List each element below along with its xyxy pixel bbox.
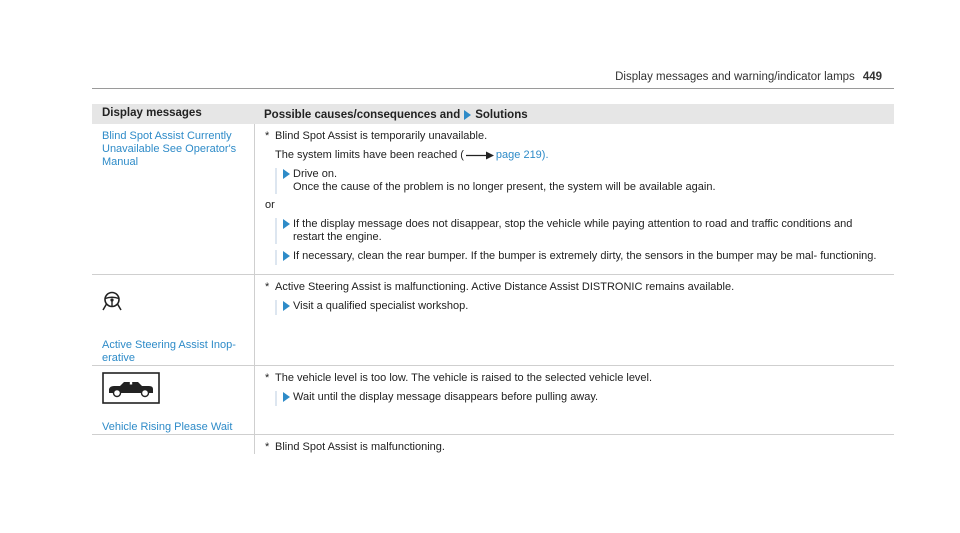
vehicle-level-icon <box>102 372 160 404</box>
running-header <box>615 71 882 85</box>
solution-arrow-icon <box>283 219 290 229</box>
solution-arrow-icon <box>283 251 290 261</box>
cause-cell <box>255 124 894 274</box>
cause <box>265 130 884 143</box>
asterisk: * <box>265 441 270 453</box>
table-row <box>92 435 894 454</box>
step-text: Wait until the display message disappears before pulling away. <box>293 391 599 403</box>
cause-text: Blind Spot Assist is temporarily unavailable. <box>275 130 488 142</box>
page-reference-link[interactable]: page 219). <box>495 149 549 161</box>
table-row <box>92 275 894 366</box>
cause <box>265 281 884 294</box>
header-rule <box>92 88 894 89</box>
message-cell <box>92 124 255 274</box>
table-row <box>92 124 894 275</box>
step-note: Once the cause of the problem is no longer present, the system will be available again. <box>293 181 716 193</box>
cause-text: Active Steering Assist is malfunctioning. Active Distance Assist DISTRONIC remains available. <box>275 281 735 293</box>
message-cell <box>92 435 255 454</box>
solution-arrow-icon <box>283 301 290 311</box>
message-cell <box>92 275 255 365</box>
solution-step <box>275 391 884 406</box>
cause-text: The vehicle level is too low. The vehicle is raised to the selected vehicle level. <box>275 372 653 384</box>
display-message: Active Steering Assist Inop- erative <box>102 339 236 365</box>
solution-step <box>275 250 884 265</box>
detail-text-before: The system limits have been reached ( <box>275 149 464 161</box>
page-number: 449 <box>862 71 882 83</box>
messages-table <box>92 104 894 454</box>
solution-step <box>275 300 884 315</box>
or-text: or <box>265 199 275 211</box>
page-reference-arrow-icon <box>466 151 494 160</box>
detail-text <box>265 149 884 162</box>
solution-step <box>275 168 884 194</box>
cause <box>265 372 884 385</box>
solution-arrow-icon <box>283 169 290 179</box>
solution-arrow-icon <box>464 110 471 120</box>
col-header-causes <box>255 104 894 124</box>
steering-assist-icon <box>102 291 122 311</box>
cause-cell <box>255 435 894 454</box>
col-header-display-messages: Display messages <box>102 107 202 119</box>
cause-text: Blind Spot Assist is malfunctioning. <box>275 441 445 453</box>
asterisk: * <box>265 281 270 293</box>
step-text: If necessary, clean the rear bumper. If the bumper is extremely dirty, the sensors in the bumper may be mal- functioning. <box>293 250 877 262</box>
step-text: If the display message does not disappear, stop the vehicle while paying attention to road and traffic conditions and restart the engine. <box>293 218 853 243</box>
asterisk: * <box>265 130 270 142</box>
solution-step <box>275 218 884 244</box>
table-row <box>92 366 894 435</box>
cause-cell <box>255 275 894 365</box>
asterisk: * <box>265 372 270 384</box>
col-header-solutions-text: Solutions <box>475 109 528 121</box>
message-cell <box>92 366 255 434</box>
display-message: Blind Spot Assist Currently Unavailable See Operator's Manual <box>102 130 237 168</box>
table-header <box>92 104 894 124</box>
step-text: Visit a qualified specialist workshop. <box>293 300 469 312</box>
display-message: Vehicle Rising Please Wait <box>102 421 233 434</box>
section-title: Display messages and warning/indicator lamps <box>615 71 855 83</box>
solution-arrow-icon <box>283 392 290 402</box>
cause <box>265 441 884 454</box>
col-header-causes-text: Possible causes/consequences and <box>264 109 461 121</box>
step-text: Drive on. <box>293 168 338 180</box>
cause-cell <box>255 366 894 434</box>
